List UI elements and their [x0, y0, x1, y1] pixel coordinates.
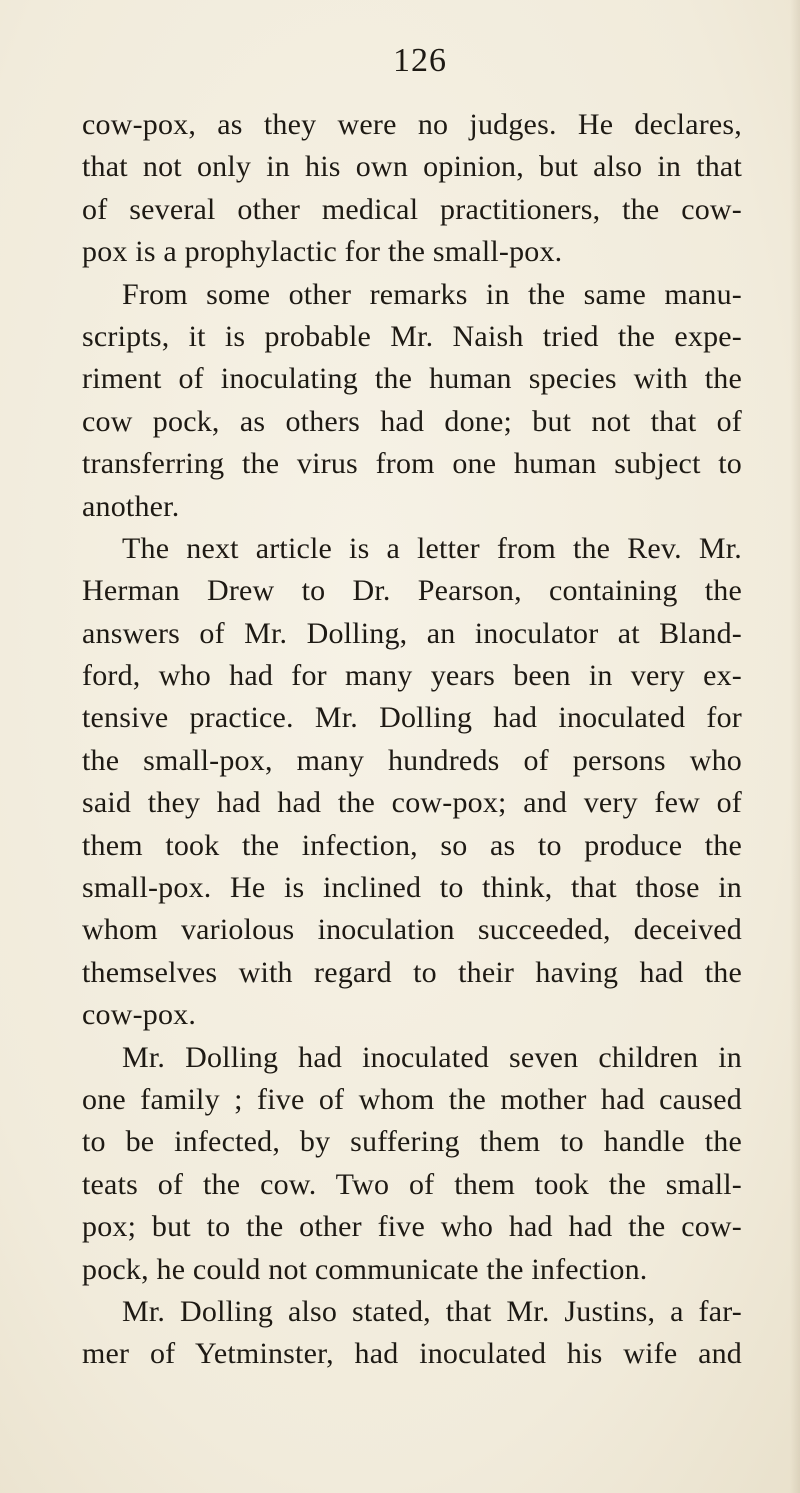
text-line: Mr. Dolling had inoculated seven children in: [122, 1040, 742, 1074]
text-line: Herman Drew to Dr. Pearson, containing the: [82, 574, 742, 608]
text-line: scripts, it is probable Mr. Naish tried the expe-: [82, 319, 742, 353]
text-line: to be infected, by suffering them to handle the: [82, 1125, 742, 1159]
text-line: themselves with regard to their having had the: [82, 955, 742, 989]
text-line: of several other medical practitioners, the cow-: [82, 192, 742, 226]
body-text: [82, 104, 742, 1376]
text-line: whom variolous inoculation succeeded, deceived: [82, 913, 742, 947]
text-line: From some other remarks in the same manu-: [122, 277, 742, 311]
text-line: ford, who had for many years been in very ex-: [82, 659, 742, 693]
text-line: the small-pox, many hundreds of persons who: [82, 743, 742, 777]
text-line: mer of Yetminster, had inoculated his wife and: [82, 1337, 742, 1371]
text-line: pox is a prophylactic for the small-pox.: [82, 235, 563, 269]
page-number: 126: [393, 42, 447, 79]
text-line: pock, he could not communicate the infection.: [82, 1252, 648, 1286]
text-line: that not only in his own opinion, but also in that: [82, 150, 742, 184]
text-line: answers of Mr. Dolling, an inoculator at Bland-: [82, 616, 742, 650]
text-line: teats of the cow. Two of them took the small-: [82, 1167, 742, 1201]
text-line: them took the infection, so as to produce the: [82, 828, 742, 862]
text-line: cow-pox.: [82, 998, 197, 1032]
text-line: pox; but to the other five who had had the cow-: [82, 1210, 742, 1244]
text-line: small-pox. He is inclined to think, that those in: [82, 871, 742, 905]
text-line: tensive practice. Mr. Dolling had inoculated for: [82, 701, 742, 735]
text-line: The next article is a letter from the Rev. Mr.: [122, 531, 742, 565]
text-line: another.: [82, 489, 180, 523]
text-line: said they had had the cow-pox; and very few of: [82, 786, 742, 820]
text-line: one family ; five of whom the mother had caused: [82, 1082, 742, 1116]
text-line: riment of inoculating the human species with the: [82, 362, 742, 396]
text-line: transferring the virus from one human subject to: [82, 447, 742, 481]
text-line: cow pock, as others had done; but not that of: [82, 404, 742, 438]
text-line: Mr. Dolling also stated, that Mr. Justins, a far-: [122, 1294, 742, 1328]
text-line: cow-pox, as they were no judges. He declares,: [82, 108, 742, 141]
page-edge-shadow: [790, 0, 800, 1493]
